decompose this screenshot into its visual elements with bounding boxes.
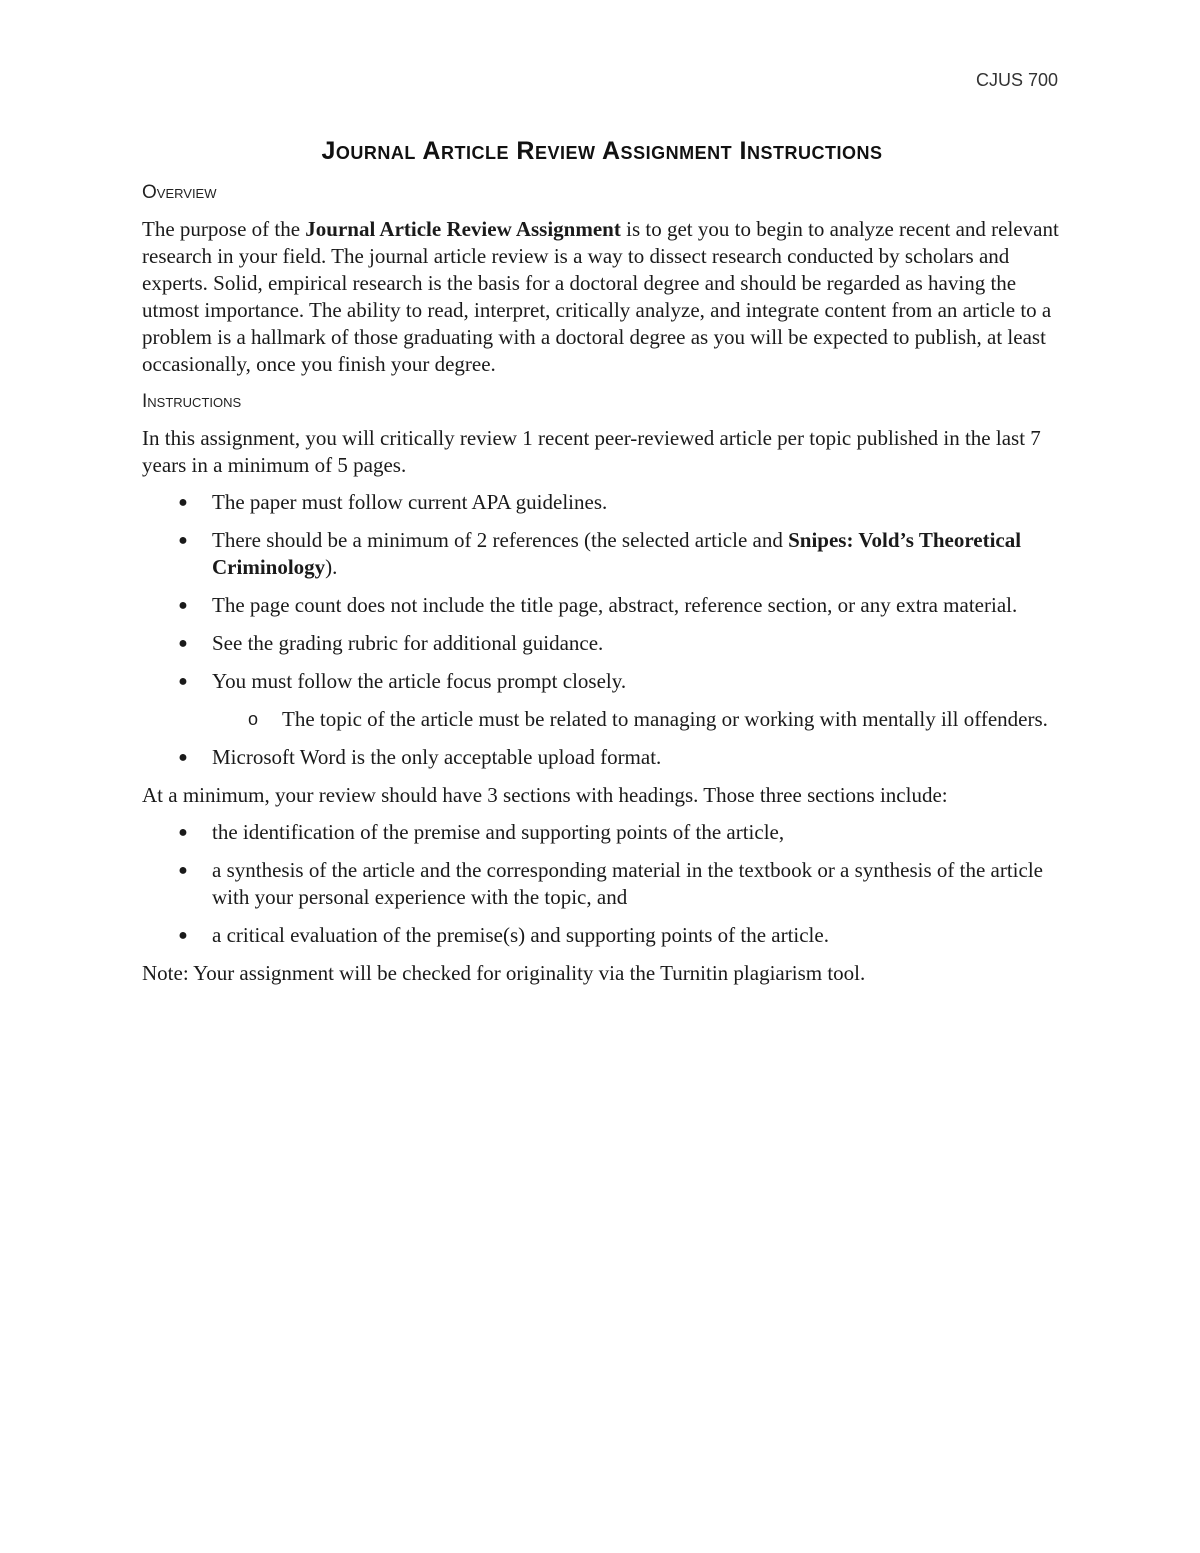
- list-item: [142, 857, 1062, 911]
- instructions-heading: Instructions: [142, 391, 242, 412]
- section-item: a critical evaluation of the premise(s) and supporting points of the article.: [212, 923, 829, 947]
- section-item: the identification of the premise and supporting points of the article,: [212, 820, 785, 844]
- sub-bullet-icon: o: [248, 709, 259, 729]
- bullet-icon: ●: [178, 494, 188, 511]
- document-title: Journal Article Review Assignment Instructions: [321, 137, 883, 165]
- course-code: CJUS 700: [975, 70, 1058, 90]
- requirement-focus-prompt: You must follow the article focus prompt closely.: [212, 669, 627, 693]
- bullet-icon: ●: [178, 673, 188, 690]
- overview-bold-term: Journal Article Review Assignment: [305, 217, 621, 241]
- list-item: [142, 819, 1062, 846]
- list-item: [212, 706, 1062, 733]
- bullet-icon: ●: [178, 532, 188, 549]
- overview-body: is to get you to begin to analyze recent and relevant research in your field. The journal article review is a way to dissect research conducted by scholars and experts. Solid, empirical research is the basis for a doctoral degree and should be regarded as having the utmost importance. The ability to read, interpret, critically analyze, and integrate content from an article to a problem is a hallmark of those graduating with a doctoral degree as you will be expected to publish, at least occasionally, once you finish your degree.: [142, 217, 1059, 376]
- bullet-icon: ●: [178, 597, 188, 614]
- sections-list: [142, 819, 1062, 949]
- section-item: a synthesis of the article and the corresponding material in the textbook or a synthesis of the article with your personal experience with the topic, and: [212, 858, 1043, 909]
- overview-paragraph: [142, 216, 1062, 378]
- requirement-topic: The topic of the article must be related to managing or working with mentally ill offenders.: [282, 707, 1048, 731]
- requirement-page-count: The page count does not include the title page, abstract, reference section, or any extra material.: [212, 593, 1018, 617]
- list-item: [142, 527, 1062, 581]
- list-item: [142, 668, 1062, 733]
- sections-intro: At a minimum, your review should have 3 sections with headings. Those three sections include:: [142, 783, 948, 807]
- originality-note: Note: Your assignment will be checked for originality via the Turnitin plagiarism tool.: [142, 961, 866, 985]
- list-item: [142, 922, 1062, 949]
- requirement-rubric: See the grading rubric for additional guidance.: [212, 631, 604, 655]
- requirements-list: [142, 489, 1062, 771]
- bullet-icon: ●: [178, 862, 188, 879]
- list-item: [142, 489, 1062, 516]
- bullet-icon: ●: [178, 749, 188, 766]
- bullet-icon: ●: [178, 927, 188, 944]
- bullet-icon: ●: [178, 824, 188, 841]
- focus-sublist: [212, 706, 1062, 733]
- requirement-format: Microsoft Word is the only acceptable upload format.: [212, 745, 662, 769]
- requirement-references-book: Snipes: Vold’s Theoretical Criminology: [212, 528, 1022, 579]
- overview-heading: Overview: [142, 182, 217, 203]
- bullet-icon: ●: [178, 635, 188, 652]
- list-item: [142, 592, 1062, 619]
- instructions-intro: In this assignment, you will critically review 1 recent peer-reviewed article per topic published in the last 7 years in a minimum of 5 pages.: [142, 426, 1041, 477]
- requirement-apa: The paper must follow current APA guidelines.: [212, 490, 608, 514]
- overview-intro: The purpose of the: [142, 217, 306, 241]
- list-item: [142, 744, 1062, 771]
- list-item: [142, 630, 1062, 657]
- document-body: [142, 138, 1062, 997]
- requirement-references-post: ).: [325, 555, 338, 579]
- requirement-references-pre: There should be a minimum of 2 references (the selected article and: [212, 528, 789, 552]
